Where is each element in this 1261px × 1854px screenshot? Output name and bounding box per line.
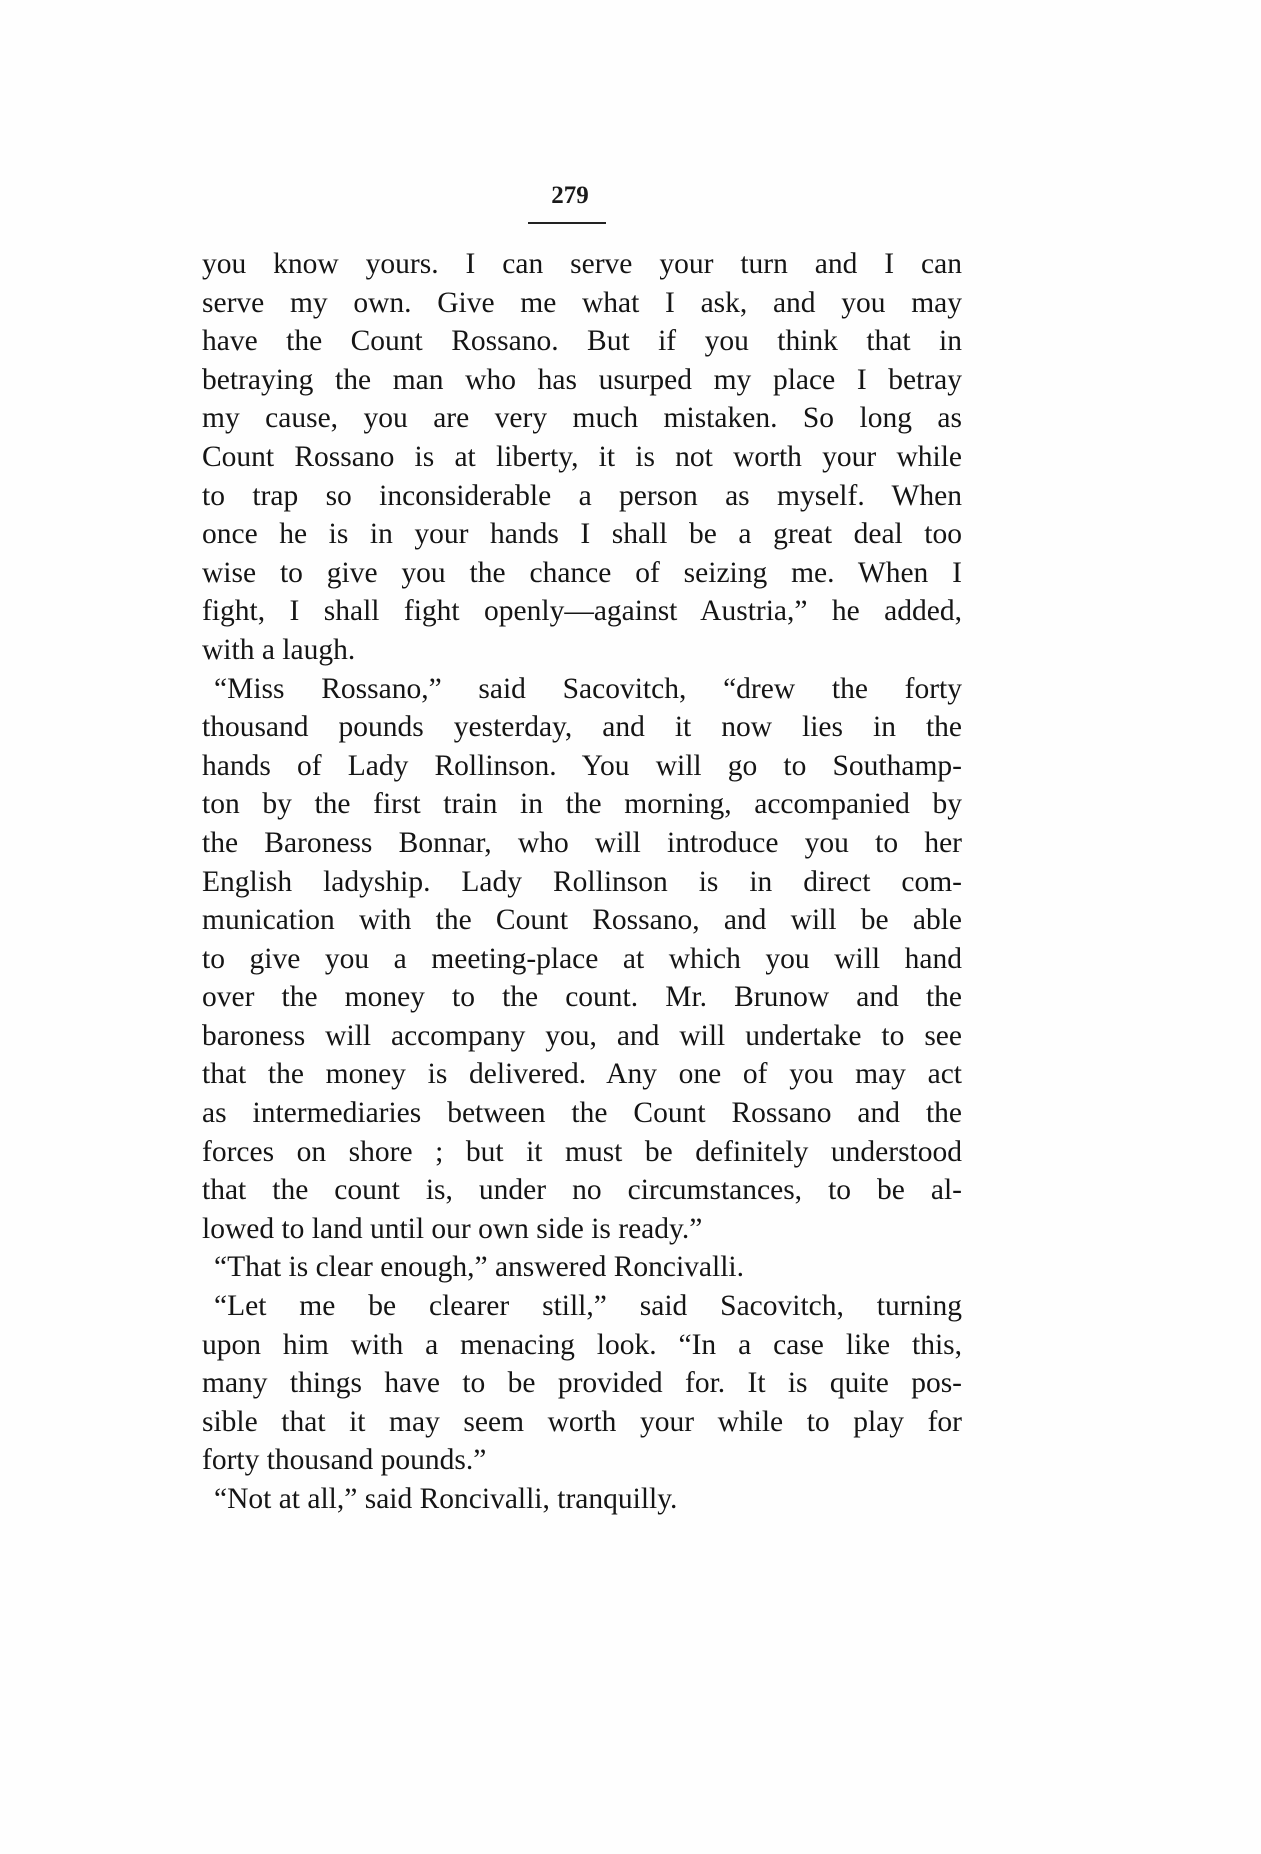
text-line: have the Count Rossano. But if you think that in: [202, 325, 962, 358]
text-line: wise to give you the chance of seizing me. When I: [202, 556, 962, 589]
text-line: ton by the first train in the morning, accompanied by: [202, 788, 962, 821]
text-line: Count Rossano is at liberty, it is not worth your while: [202, 440, 962, 473]
text-line: upon him with a menacing look. “In a case like this,: [202, 1328, 962, 1361]
header-rule: [528, 222, 606, 224]
text-line: you know yours. I can serve your turn and I can: [202, 248, 962, 280]
text-line: serve my own. Give me what I ask, and you may: [202, 286, 962, 319]
text-line: forces on shore ; but it must be definitely understood: [202, 1135, 962, 1168]
text-line: hands of Lady Rollinson. You will go to Southamp-: [202, 749, 962, 782]
text-line: English ladyship. Lady Rollinson is in direct com-: [202, 865, 962, 898]
text-line: over the money to the count. Mr. Brunow and the: [202, 981, 962, 1014]
text-line: with a laugh.: [202, 633, 356, 666]
text-line: “Miss Rossano,” said Sacovitch, “drew the forty: [214, 672, 962, 705]
text-line: my cause, you are very much mistaken. So long as: [202, 402, 962, 435]
text-line: that the money is delivered. Any one of you may act: [202, 1058, 962, 1091]
text-line: forty thousand pounds.”: [202, 1444, 487, 1477]
page-number: 279: [551, 182, 589, 209]
text-line: as intermediaries between the Count Rossano and the: [202, 1097, 962, 1130]
text-line: the Baroness Bonnar, who will introduce you to her: [202, 826, 962, 859]
body-text: [202, 245, 962, 1519]
text-line: “That is clear enough,” answered Roncivalli.: [214, 1251, 744, 1284]
text-line: “Let me be clearer still,” said Sacovitch, turning: [214, 1290, 962, 1323]
text-line: lowed to land until our own side is ready.”: [202, 1212, 703, 1245]
text-line: fight, I shall fight openly—against Austria,” he added,: [202, 595, 962, 628]
text-line: betraying the man who has usurped my place I betray: [202, 363, 962, 396]
text-line: once he is in your hands I shall be a great deal too: [202, 518, 962, 551]
text-line: “Not at all,” said Roncivalli, tranquilly.: [214, 1483, 678, 1515]
text-line: to trap so inconsiderable a person as myself. When: [202, 479, 962, 512]
text-line: thousand pounds yesterday, and it now lies in the: [202, 711, 962, 744]
text-line: many things have to be provided for. It is quite pos-: [202, 1367, 962, 1400]
text-line: munication with the Count Rossano, and will be able: [202, 904, 962, 937]
text-line: baroness will accompany you, and will undertake to see: [202, 1019, 962, 1052]
text-line: to give you a meeting-place at which you will hand: [202, 942, 962, 975]
text-line: that the count is, under no circumstances, to be al-: [202, 1174, 962, 1207]
text-line: sible that it may seem worth your while to play for: [202, 1405, 962, 1438]
